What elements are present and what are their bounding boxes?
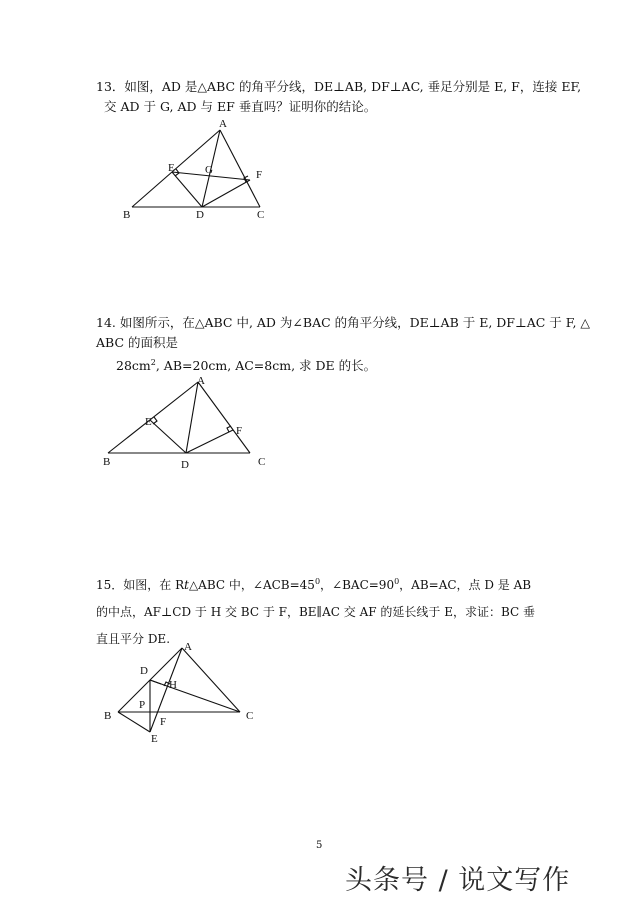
problem-14-line-2: ABC 的面积是	[96, 335, 178, 350]
label-G: G	[205, 164, 213, 176]
area-unit-superscript: 2	[150, 358, 156, 367]
problem-13	[96, 77, 581, 117]
label-A: A	[184, 641, 192, 653]
label-F: F	[160, 716, 167, 728]
problem-14-line-3-rest: , AB=20cm, AC=8cm, 求 DE 的长。	[155, 358, 377, 374]
label-H: H	[169, 679, 177, 691]
label-F: F	[256, 169, 263, 181]
label-C: C	[258, 456, 266, 468]
problem-15-line-3: 直且平分 DE.	[96, 632, 171, 646]
label-E: E	[145, 416, 152, 428]
label-D: D	[140, 665, 148, 677]
label-E: E	[168, 162, 175, 174]
problem-15-line-1: 15．如图，在 Rt△ABC 中，$\angle ACB=45^0$，$\angle BAC=90^0$，AB=AC，点 D 是 AB	[96, 577, 532, 592]
figure-15	[100, 640, 270, 750]
label-F: F	[236, 425, 243, 437]
label-E: E	[151, 733, 158, 745]
problem-14-line-1: 14. 如图所示，在△ABC 中, AD 为∠BAC 的角平分线，DE⊥AB 于 E, DF⊥AC 于 F, △	[96, 315, 591, 330]
problem-14	[96, 313, 590, 376]
page-number: 5	[316, 840, 323, 851]
label-A: A	[219, 118, 227, 130]
label-B: B	[104, 710, 112, 722]
label-D: D	[181, 459, 189, 471]
problem-13-line-2: 交 AD 于 G, AD 与 EF 垂直吗？证明你的结论。	[104, 99, 377, 114]
label-P: P	[139, 699, 146, 711]
label-C: C	[257, 209, 265, 221]
problem-13-line-1: 13．如图，AD 是△ABC 的角平分线，DE⊥AB, DF⊥AC, 垂足分别是 E, F，连接 EF,	[96, 79, 582, 94]
watermark: 头条号 / 说文写作	[345, 865, 571, 896]
label-D: D	[196, 209, 204, 221]
figure-14	[100, 370, 275, 470]
label-A: A	[197, 375, 205, 387]
problem-15-line-2: 的中点，AF⊥CD 于 H 交 BC 于 F，BE∥AC 交 AF 的延长线于 E，求证：BC 垂	[96, 605, 535, 619]
label-C: C	[246, 710, 254, 722]
figure-13	[110, 115, 280, 225]
label-B: B	[103, 456, 111, 468]
label-B: B	[123, 209, 131, 221]
area-value: 28cm	[116, 358, 151, 374]
